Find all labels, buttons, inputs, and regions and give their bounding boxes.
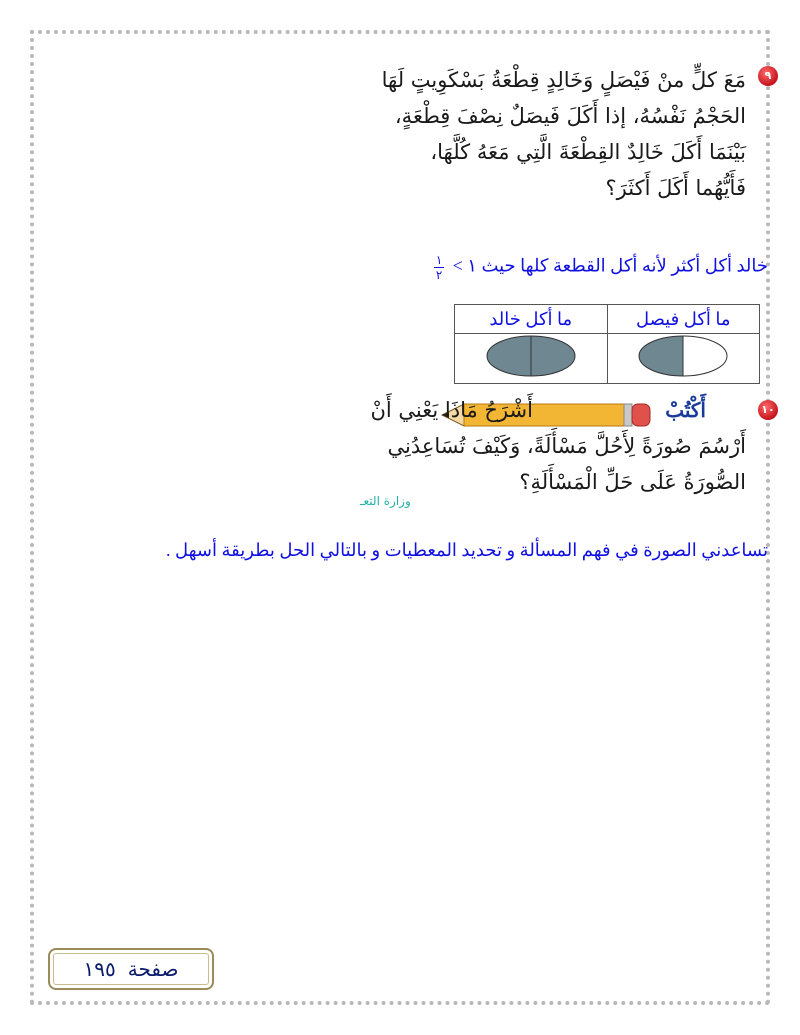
khalid-cell <box>455 334 608 384</box>
question-line: مَعَ كلٍّ منْ فَيْصَلٍ وَخَالِدٍ قِطْعَةُ بَسْكَوِيتٍ لَهَا <box>381 68 746 92</box>
question-number-badge: ٩ <box>758 66 778 86</box>
faisal-eaten-part <box>639 334 683 378</box>
question-10 <box>340 392 778 500</box>
answer-1 <box>434 254 768 281</box>
fraction-numerator: ١ <box>435 253 443 267</box>
faisal-biscuit-half <box>623 334 743 378</box>
question-line: الصُّورَةُ عَلَى حَلِّ الْمَسْأَلَةِ؟ <box>519 470 746 494</box>
question-number-badge: ١٠ <box>758 400 778 420</box>
question-line: أَرْسُمَ صُورَةً لِأَحُلَّ مَسْأَلَةً، وَكَيْفَ تُسَاعِدُنِي <box>387 434 746 458</box>
page-number: ١٩٥ <box>83 957 116 981</box>
answer-1-text: خالد أكل أكثر لأنه أكل القطعة كلها حيث ١ > <box>452 255 768 276</box>
faisal-cell <box>607 334 760 384</box>
khalid-biscuit-whole <box>471 334 591 378</box>
page-number-badge <box>48 948 214 990</box>
fraction-half <box>434 254 444 281</box>
page-word: صفحة <box>127 957 179 981</box>
fraction-denominator: ٢ <box>435 268 443 282</box>
question-9 <box>360 62 778 206</box>
question-line: بَيْنَمَا أَكَلَ خَالِدٌ القِطْعَةَ الَّتِي مَعَهُ كُلَّهَا، <box>430 140 746 164</box>
write-label: أَكْتُبْ <box>665 398 706 422</box>
header-faisal: ما أكل فيصل <box>607 305 760 334</box>
question-line: الحَجْمُ نَفْسُهُ، إذا أَكَلَ فَيصَلٌ نِصْفَ قِطْعَةٍ، <box>394 104 746 128</box>
ministry-watermark: وزارة التعـ <box>360 494 411 508</box>
comparison-table <box>454 304 760 384</box>
question-line: أَشْرَحُ مَاذَا يَعْنِي أَنْ <box>370 398 533 422</box>
question-line: فَأَيُّهُما أَكَلَ أَكثَرَ؟ <box>605 176 746 200</box>
header-khalid: ما أكل خالد <box>455 305 608 334</box>
answer-2: تساعدني الصورة في فهم المسألة و تحديد المعطيات و بالتالي الحل بطريقة أسهل . <box>165 540 768 560</box>
